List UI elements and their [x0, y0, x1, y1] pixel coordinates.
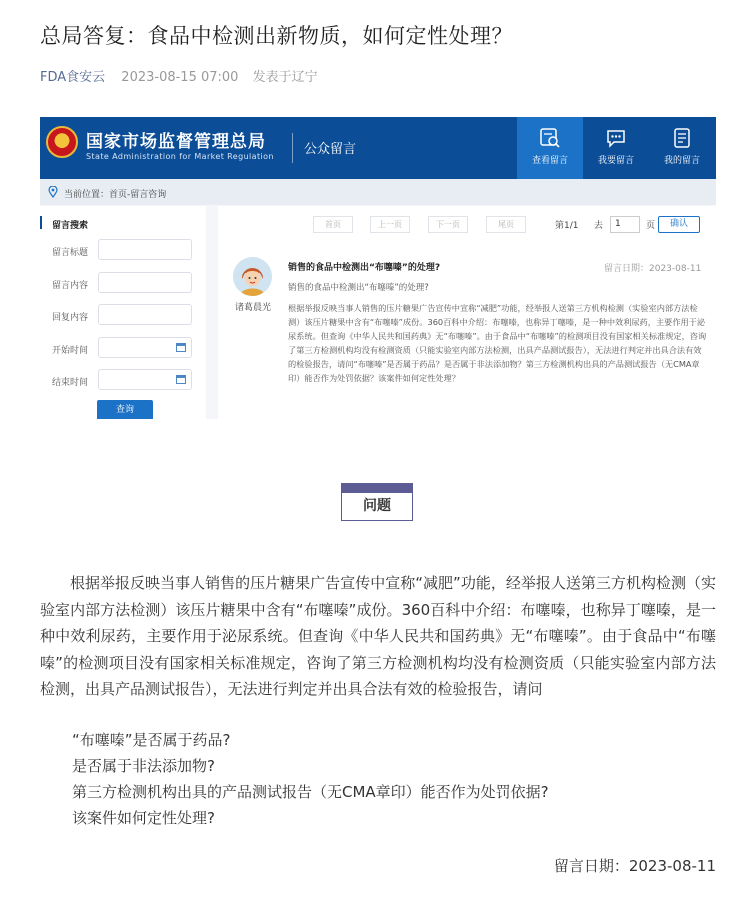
- last-page-button[interactable]: 尾页: [486, 216, 526, 233]
- question-item-4: 该案件如何定性处理?: [72, 809, 215, 827]
- national-emblem-icon: [46, 126, 78, 158]
- article-title: 总局答复：食品中检测出新物质，如何定性处理？: [40, 24, 513, 48]
- field-label-start: 开始时间: [52, 346, 89, 356]
- agency-name: 国家市场监督管理总局: [86, 132, 266, 152]
- field-label-title: 留言标题: [52, 248, 89, 258]
- nav-view-messages[interactable]: [517, 117, 583, 179]
- field-label-end: 结束时间: [52, 378, 89, 388]
- nav-label: 查看留言: [531, 156, 568, 166]
- content-input[interactable]: [98, 272, 192, 293]
- portal-header: [40, 117, 716, 179]
- question-item-1: “布噻嗪”是否属于药品?: [72, 731, 231, 749]
- page-number-input[interactable]: 1: [610, 216, 640, 233]
- calendar-icon[interactable]: [176, 343, 186, 352]
- nav-label: 我的留言: [663, 156, 700, 166]
- location-pin-icon: [48, 186, 58, 198]
- chat-bubble-icon: [605, 127, 627, 149]
- agency-name-english: State Administration for Market Regulation: [86, 152, 274, 161]
- question-item-2: 是否属于非法添加物?: [72, 757, 215, 775]
- question-item-3: 第三方检测机构出具的产品测试报告（无CMA章印）能否作为处罚依据?: [72, 783, 549, 801]
- breadcrumb-text: 当前位置：首页-留言咨询: [64, 190, 167, 200]
- header-divider: [292, 133, 293, 163]
- message-date-footer: 留言日期：2023-08-11: [553, 857, 716, 875]
- user-avatar: [233, 257, 272, 296]
- next-page-button[interactable]: 下一页: [428, 216, 468, 233]
- field-label-reply: 回复内容: [52, 313, 89, 323]
- end-date-input[interactable]: [98, 369, 192, 390]
- message-date: 留言日期：2023-08-11: [604, 264, 702, 274]
- search-heading: 留言搜索: [52, 218, 88, 231]
- breadcrumb: [40, 179, 716, 205]
- avatar-illustration-icon: [233, 257, 272, 296]
- user-name: 诸葛晨光: [234, 303, 271, 313]
- publish-location: 发表于辽宁: [252, 70, 318, 85]
- document-list-icon: [671, 127, 693, 149]
- nav-post-message[interactable]: [583, 117, 649, 179]
- question-paragraph: 根据举报反映当事人销售的压片糖果广告宣传中宣称“减肥”功能，经举报人送第三方机构检测（实验室内部方法检测）该压片糖果中含有“布噻嗪”成份。360百科中介绍：布噻嗪，也称异丁噻嗪，是一种中效利尿药，主要作用于泌尿系统。但查询《中华人民共和国药典》无“布噻嗪”。由于食品中“布噻嗪”的检测项目没有国家相关标准规定，咨询了第三方检测机构均没有检测资质（只能实验室内部方法检测，出具产品测试报告），无法进行判定并出具合法有效的检验报告，请问: [40, 574, 716, 698]
- nav-my-messages[interactable]: [649, 117, 715, 179]
- search-message-icon: [539, 127, 561, 149]
- field-label-content: 留言内容: [52, 281, 89, 291]
- reply-input[interactable]: [98, 304, 192, 325]
- account-name-link[interactable]: FDA食安云: [40, 70, 106, 85]
- confirm-page-button[interactable]: 确认: [658, 216, 700, 233]
- portal-screenshot: [40, 117, 716, 419]
- start-date-input[interactable]: [98, 337, 192, 358]
- message-title[interactable]: 销售的食品中检测出“布噻嗪”的处理?: [288, 263, 441, 273]
- publish-datetime: 2023-08-15 07:00: [121, 70, 239, 85]
- message-subtitle: 销售的食品中检测出“布噻嗪”的处理?: [288, 283, 429, 293]
- first-page-button[interactable]: 首页: [313, 216, 353, 233]
- message-panel: [218, 206, 716, 419]
- page-info: 第1/1: [555, 221, 579, 231]
- calendar-icon[interactable]: [176, 375, 186, 384]
- page-unit: 页: [646, 221, 656, 231]
- section-title: 公众留言: [304, 142, 357, 157]
- search-panel: [40, 206, 206, 419]
- message-body: 根据举报反映当事人销售的压片糖果广告宣传中宣称“减肥”功能，经举报人送第三方机构检测（实验室内部方法检测）该压片糖果中含有“布噻嗪”成份。360百科中介绍：布噻嗪，也称异丁噻嗪，是一种中效利尿药，主要作用于泌尿系统。但查询《中华人民共和国药典》无“布噻嗪”。由于食品中“布噻嗪”的检测项目没有国家相关标准规定，咨询了第三方检测机构均没有检测资质（只能实验室内部方法检测，出具产品测试报告），无法进行判定并出具合法有效的检验报告，请问“布噻嗪”是否属于药品？是否属于非法添加物？第三方检测机构出具的产品测试报告（无CMA章印）能否作为处罚依据？该案件如何定性处理？: [288, 303, 707, 383]
- search-button[interactable]: 查询: [97, 400, 153, 419]
- goto-label: 去: [594, 221, 604, 231]
- question-section-label: 问题: [341, 483, 413, 521]
- nav-label: 我要留言: [597, 156, 634, 166]
- article-meta: [40, 66, 318, 85]
- title-input[interactable]: [98, 239, 192, 260]
- prev-page-button[interactable]: 上一页: [370, 216, 410, 233]
